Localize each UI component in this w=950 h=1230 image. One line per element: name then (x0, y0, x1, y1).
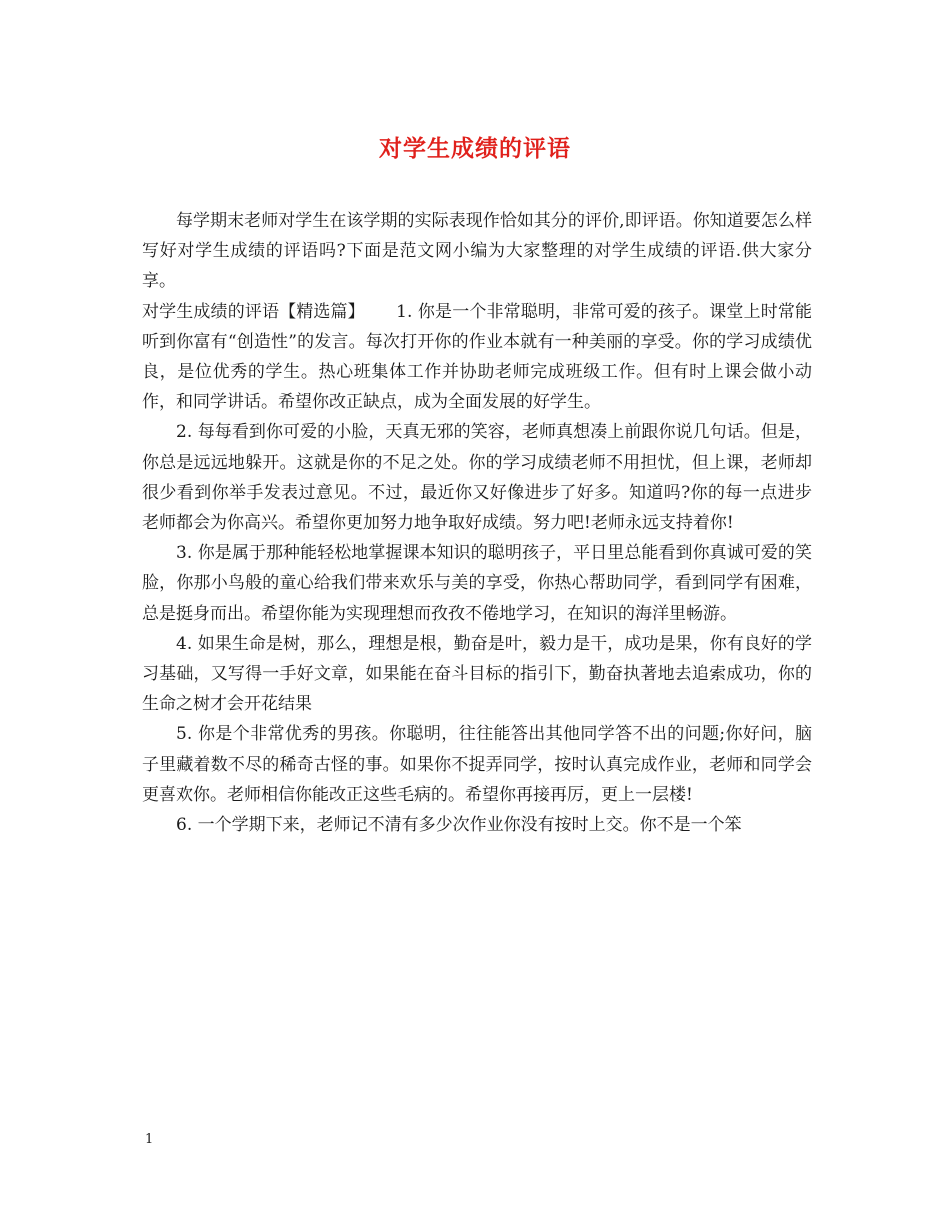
comment-paragraph-4: 4. 如果生命是树，那么，理想是根，勤奋是叶，毅力是干，成功是果，你有良好的学习基础，又写得一手好文章，如果能在奋斗目标的指引下，勤奋执著地去追索成功，你的生命之树才会开花结果 (142, 633, 812, 715)
page-number: 1 (145, 1132, 154, 1147)
section-heading-paragraph: 对学生成绩的评语【精选篇】 1. 你是一个非常聪明，非常可爱的孩子。课堂上时常能听到你富有“创造性”的发言。每次打开你的作业本就有一种美丽的享受。你的学习成绩优良，是位优秀的学生。热心班集体工作并协助老师完成班级工作。但有时上课会做小动作，和同学讲话。希望你改正缺点，成为全面发展的好学生。 (142, 301, 812, 413)
document-title: 对学生成绩的评语 (379, 135, 571, 162)
comment-paragraph-5: 5. 你是个非常优秀的男孩。你聪明，往往能答出其他同学答不出的问题;你好问，脑子里藏着数不尽的稀奇古怪的事。如果你不捉弄同学，按时认真完成作业，老师和同学会更喜欢你。老师相信你能改正这些毛病的。希望你再接再厉，更上一层楼! (142, 724, 812, 805)
comment-paragraph-3: 3. 你是属于那种能轻松地掌握课本知识的聪明孩子，平日里总能看到你真诚可爱的笑脸，你那小鸟般的童心给我们带来欢乐与美的享受，你热心帮助同学，看到同学有困难，总是挺身而出。希望你能为实现理想而孜孜不倦地学习，在知识的海洋里畅游。 (142, 543, 812, 624)
comment-paragraph-2: 2. 每每看到你可爱的小脸，天真无邪的笑容，老师真想凑上前跟你说几句话。但是，你总是远远地躲开。这就是你的不足之处。你的学习成绩老师不用担忧，但上课，老师却很少看到你举手发表过意见。不过，最近你又好像进步了好多。知道吗?你的每一点进步老师都会为你高兴。希望你更加努力地争取好成绩。努力吧!老师永远支持着你! (142, 422, 812, 534)
intro-paragraph: 每学期末老师对学生在该学期的实际表现作恰如其分的评价,即评语。你知道要怎么样写好对学生成绩的评语吗?下面是范文网小编为大家整理的对学生成绩的评语.供大家分享。 (142, 211, 812, 292)
comment-paragraph-6: 6. 一个学期下来，老师记不清有多少次作业你没有按时上交。你不是一个笨 (176, 815, 742, 836)
document-body (142, 206, 812, 840)
